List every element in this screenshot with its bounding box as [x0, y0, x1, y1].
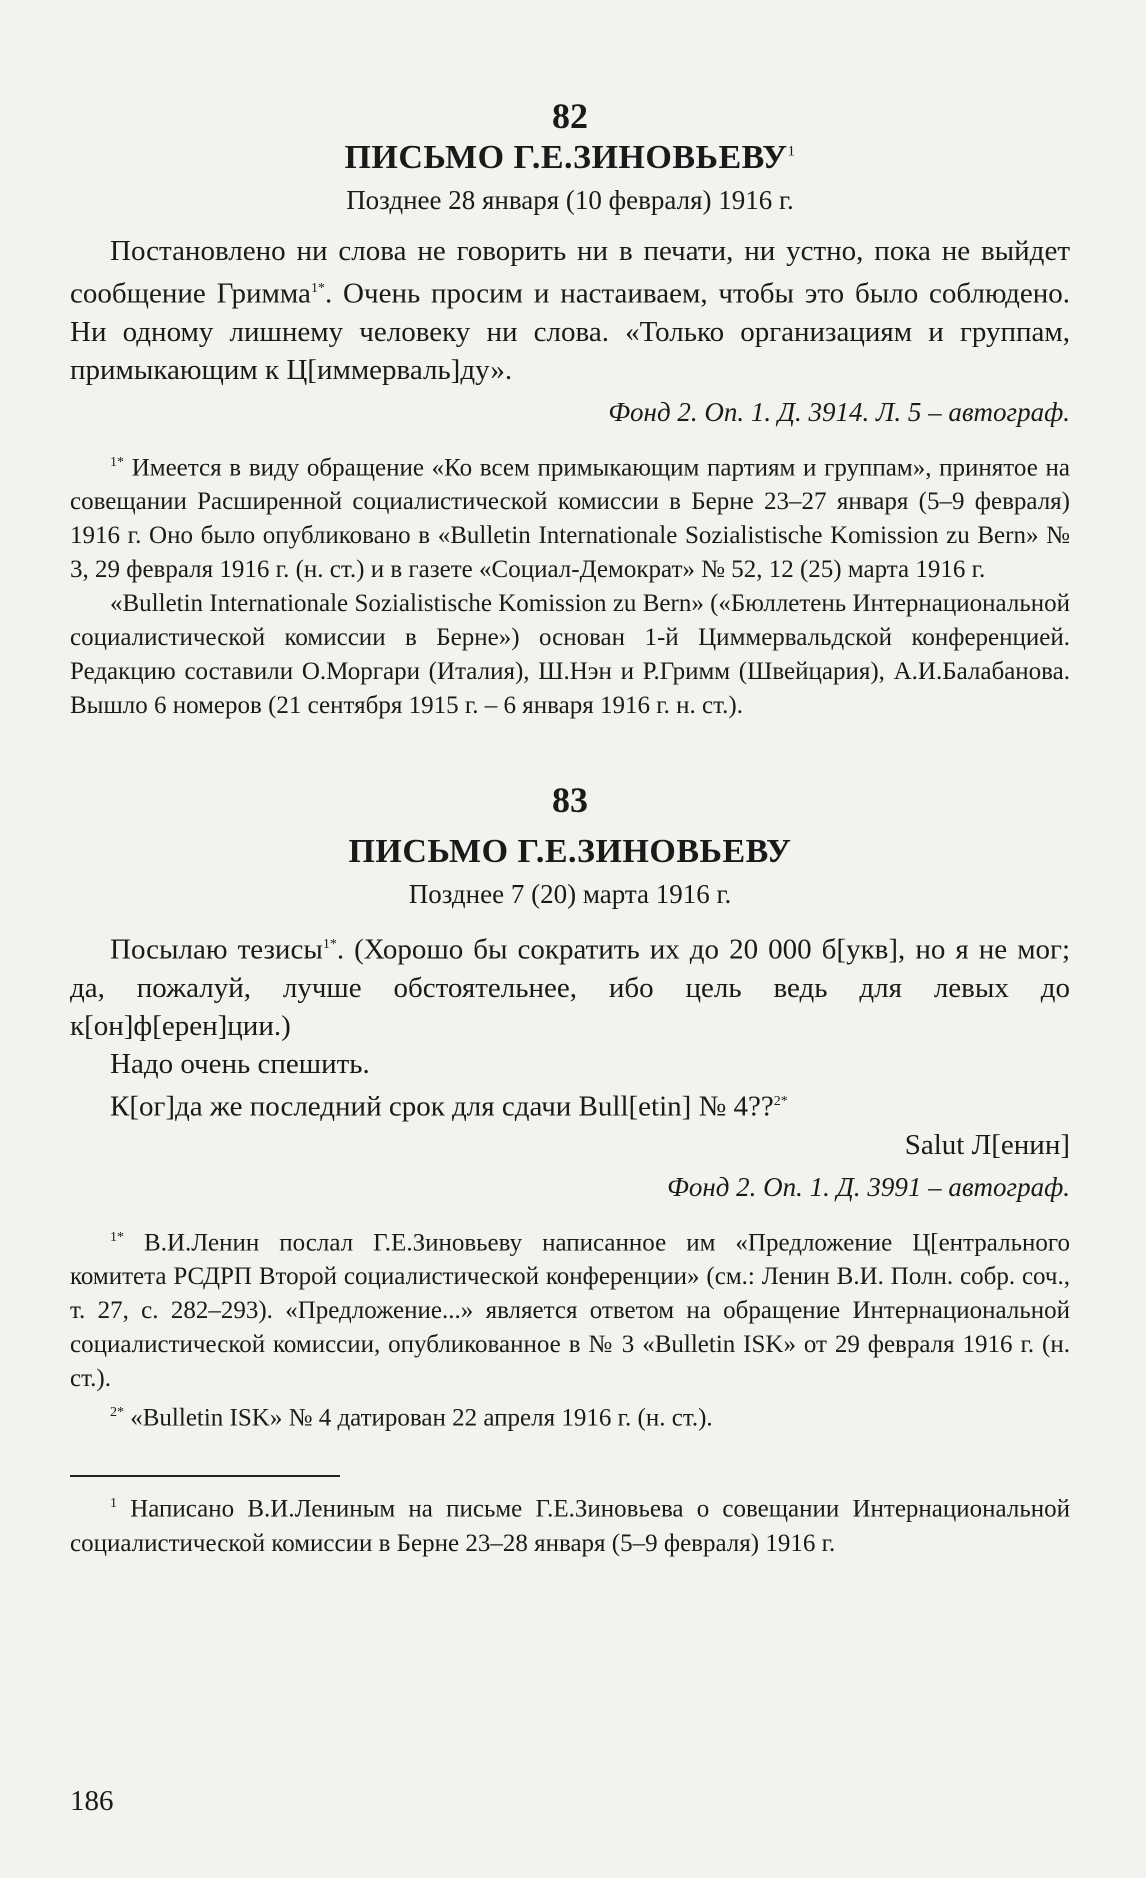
editorial-note-text: Имеется в виду обращение «Ко всем примыкающим партиям и группам», принятое на совещании Расширенной социалистической комиссии в Берне 23–27 января (5–9 февраля) 1916 г. Оно было опубликовано в «Bulletin Internationale Sozialistische Komission zu Bern» № 3, 29 февраля 1916 г. (н. ст.) и в газете «Социал-Демократ» № 52, 12 (25) марта 1916 г.: [70, 454, 1070, 584]
letter-text-part: Постановлено ни слова не говорить ни в печати, ни устно, пока не выйдет сообщение Гримма: [70, 235, 1070, 310]
section-spacer: [70, 723, 1070, 779]
note-marker: 1*: [310, 281, 325, 297]
document-number: 82: [552, 96, 588, 136]
page-number: 186: [70, 1785, 114, 1817]
letter-text: [70, 926, 1070, 1045]
footnote-marker: 1: [110, 1496, 117, 1512]
editorial-note: [70, 446, 1070, 587]
note-marker: 2*: [773, 1093, 788, 1109]
document-date: Позднее 7 (20) марта 1916 г.: [408, 879, 732, 910]
note-marker: 1*: [322, 937, 337, 953]
archive-reference: Фонд 2. Оп. 1. Д. 3914. Л. 5 – автограф.: [608, 396, 1070, 427]
document-title: [70, 138, 1070, 179]
letter-text: [70, 1083, 1070, 1126]
editorial-note: [70, 1396, 1070, 1435]
document-date: Позднее 28 января (10 февраля) 1916 г.: [346, 184, 794, 215]
editorial-note: «Bulletin Internationale Sozialistische Komission zu Bern» («Бюллетень Интернациональной социалистической комиссии в Берне») основан 1-й Циммервальдской конференцией. Редакцию составили О.Моргари (Италия), Ш.Нэн и Р.Гримм (Швейцария), А.И.Балабанова. Вышло 6 номеров (21 сентября 1915 г. – 6 января 1916 г. н. ст.).: [70, 590, 1070, 720]
note-marker: 1*: [110, 454, 124, 470]
document-title-text: ПИСЬМО Г.Е.ЗИНОВЬЕВУ: [344, 139, 788, 177]
letter-text-part: К[ог]да же последний срок для сдачи Bull[etin] № 4??: [110, 1090, 774, 1123]
page-content: [70, 95, 1070, 1561]
editorial-note: [70, 1221, 1070, 1396]
letter-text: [70, 232, 1070, 389]
document-title: ПИСЬМО Г.Е.ЗИНОВЬЕВУ: [348, 833, 792, 871]
document-number: 83: [552, 780, 588, 821]
editorial-note-text: «Bulletin ISK» № 4 датирован 22 апреля 1916 г. (н. ст.).: [124, 1404, 713, 1432]
note-marker: 2*: [110, 1404, 124, 1420]
signature: Salut Л[енин]: [904, 1128, 1070, 1161]
letter-text-part: . Очень просим и настаиваем, чтобы это было соблюдено. Ни одному лишнему человеку ни слова. «Только организациям и группам, примыкающим к Ц[иммерваль]ду».: [70, 277, 1071, 386]
letter-text-part: . (Хорошо бы сократить их до 20 000 б[укв], но я не мог; да, пожалуй, лучше обстоятельнее, ибо цель ведь для левых до к[он]ф[ерен]ции.): [70, 933, 1070, 1042]
note-marker: 1*: [110, 1229, 124, 1245]
archive-reference: Фонд 2. Оп. 1. Д. 3991 – автограф.: [667, 1171, 1070, 1202]
letter-text-part: Посылаю тезисы: [110, 933, 323, 966]
footnote-marker: 1: [787, 143, 796, 160]
letter-text: Надо очень спешить.: [110, 1047, 370, 1080]
page-footnote: [70, 1487, 1070, 1560]
footnote-divider: [70, 1475, 340, 1477]
page-footnote-text: Написано В.И.Лениным на письме Г.Е.Зиновьева о совещании Интернациональной социалистической комиссии в Берне 23–28 января (5–9 февраля) 1916 г.: [70, 1495, 1070, 1557]
editorial-note-text: В.И.Ленин послал Г.Е.Зиновьеву написанное им «Предложение Ц[ентрального комитета РСДРП Второй социалистической конференции» (см.: Ленин В.И. Полн. собр. соч., т. 27, с. 282–293). «Предложение...» является ответом на обращение Интернациональной социалистической комиссии, опубликованное в № 3 «Bulletin ISK» от 29 февраля 1916 г. (н. ст.).: [70, 1228, 1070, 1392]
